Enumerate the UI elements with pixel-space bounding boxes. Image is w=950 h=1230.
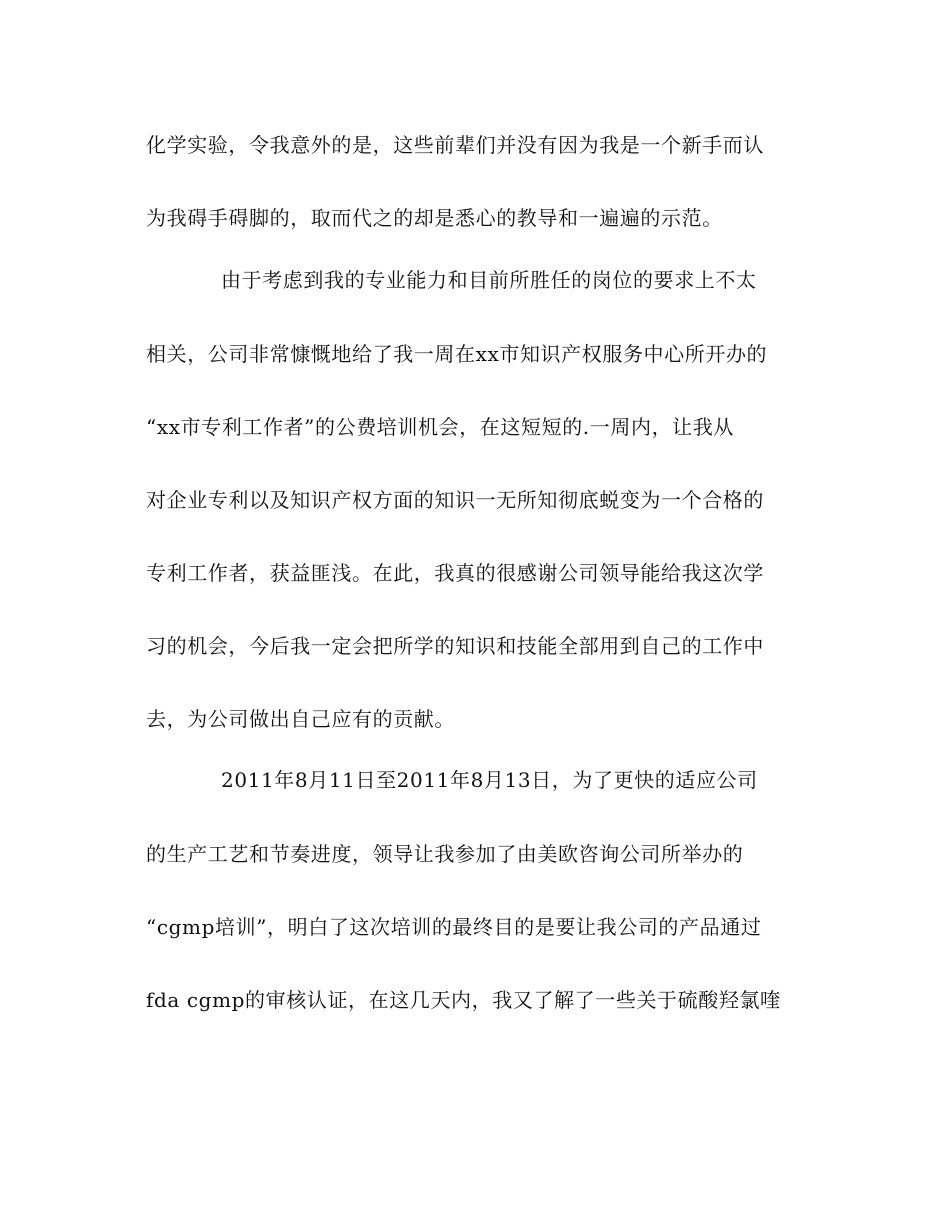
text-line: 相关，公司非常慷慨地给了我一周在xx市知识产权服务中心所开办的 xyxy=(146,342,768,366)
text-line: 对企业专利以及知识产权方面的知识一无所知彻底蜕变为一个合格的 xyxy=(146,488,764,512)
text-line: fda cgmp的审核认证，在这几天内，我又了解了一些关于硫酸羟氯喹 xyxy=(146,988,781,1012)
text-line: 去，为公司做出自己应有的贡献。 xyxy=(146,707,455,731)
text-line: 专利工作者，获益匪浅。在此，我真的很感谢公司领导能给我这次学 xyxy=(146,561,764,585)
text-line: 化学实验，令我意外的是，这些前辈们并没有因为我是一个新手而认 xyxy=(146,133,764,157)
paragraph-start-line: 2011年8月11日至2011年8月13日，为了更快的适应公司 xyxy=(221,768,758,792)
text-line: “cgmp培训”，明白了这次培训的最终目的是要让我公司的产品通过 xyxy=(146,915,762,939)
text-line: “xx市专利工作者”的公费培训机会，在这短短的.一周内，让我从 xyxy=(146,415,734,439)
text-line: 为我碍手碍脚的，取而代之的却是悉心的教导和一遍遍的示范。 xyxy=(146,206,723,230)
text-line: 习的机会，今后我一定会把所学的知识和技能全部用到自己的工作中 xyxy=(146,634,764,658)
text-line: 的生产工艺和节奏进度，领导让我参加了由美欧咨询公司所举办的 xyxy=(146,842,744,866)
paragraph-start-line: 由于考虑到我的专业能力和目前所胜任的岗位的要求上不太 xyxy=(221,268,757,292)
